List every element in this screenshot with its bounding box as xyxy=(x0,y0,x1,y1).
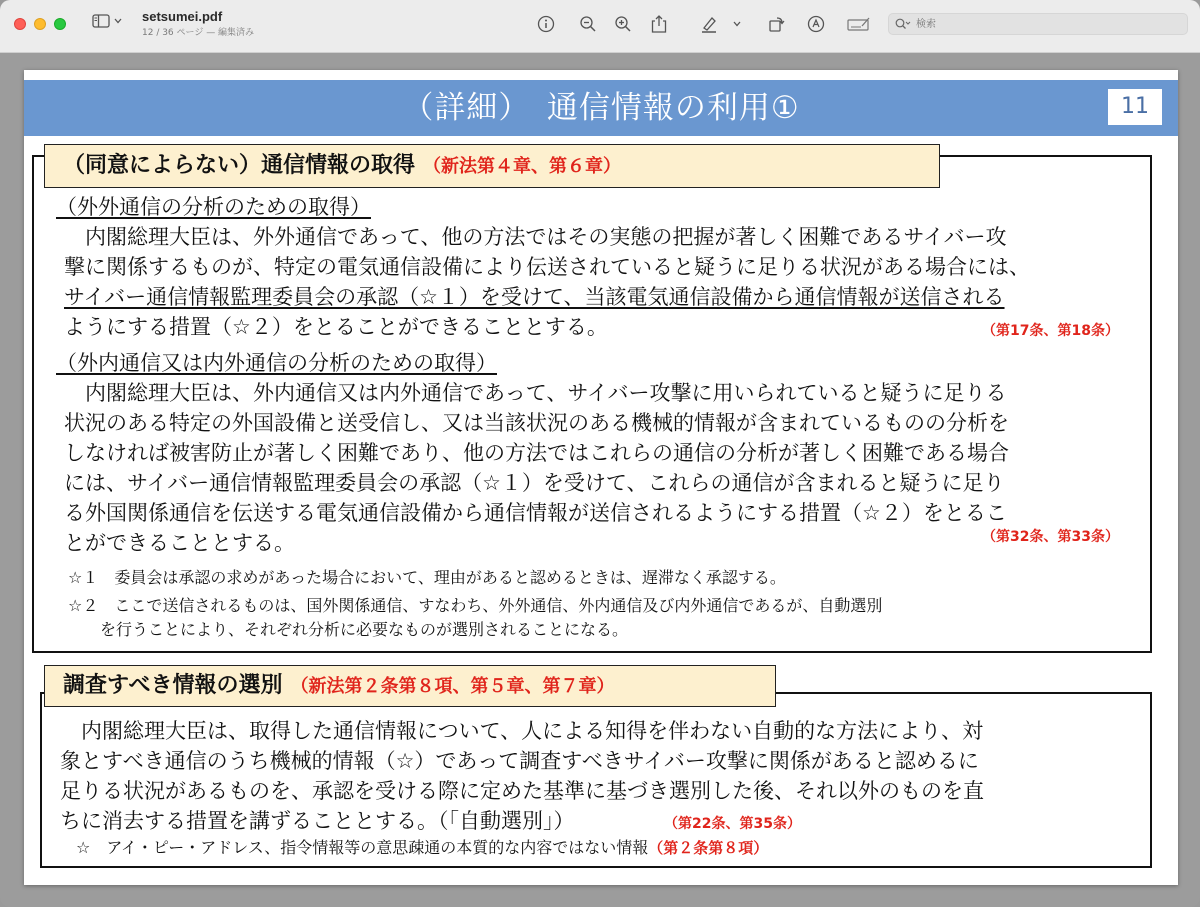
minimize-window-button[interactable] xyxy=(34,18,46,30)
section1-heading-text: （同意によらない）通信情報の取得 xyxy=(63,153,416,178)
search-icon xyxy=(895,18,911,30)
sub1-line-1: 内閣総理大臣は、外外通信であって、他の方法ではその実態の把握が著しく困難であるサイバー攻 xyxy=(64,225,1007,249)
section2-line-3: 足りる状況があるものを、承認を受ける際に定めた基準に基づき選別した後、それ以外のものを直 xyxy=(60,779,984,803)
sidebar-toggle-button[interactable] xyxy=(92,14,122,28)
chevron-down-icon xyxy=(733,21,741,27)
search-field[interactable] xyxy=(888,13,1188,35)
window-controls xyxy=(14,18,66,30)
chevron-down-icon xyxy=(114,18,122,24)
info-icon xyxy=(537,15,555,33)
section2-heading-ref: （新法第２条第８項、第５章、第７章） xyxy=(290,676,615,697)
sub1-title: （外外通信の分析のための取得） xyxy=(56,195,371,219)
section2-note xyxy=(76,836,768,860)
section2-heading-text: 調査すべき情報の選別 xyxy=(63,673,283,698)
note-1: ☆１ 委員会は承認の求めがあった場合において、理由があると認めるときは、遅滞なく承認する。 xyxy=(68,568,786,587)
sub2-line-5: る外国関係通信を伝送する電気通信設備から通信情報が送信されるようにする措置（☆２）をとるこ xyxy=(64,501,1007,525)
note-2-line-2: を行うことにより、それぞれ分析に必要なものが選別されることになる。 xyxy=(68,620,629,639)
search-input[interactable] xyxy=(914,18,1178,31)
sub2-line-3: しなければ被害防止が著しく困難であり、他の方法ではこれらの通信の分析が著しく困難である場合 xyxy=(64,441,1009,465)
sub2-line-4: には、サイバー通信情報監理委員会の承認（☆１）を受けて、これらの通信が含まれると疑うに足り xyxy=(64,471,1005,495)
section2-note-ref: （第２条第８項） xyxy=(648,839,769,857)
document-title-block xyxy=(142,9,254,38)
info-button[interactable] xyxy=(535,13,557,35)
section2-line-2: 象とすべき通信のうち機械的情報（☆）であって調査すべきサイバー攻撃に関係があると認めるに xyxy=(60,749,979,773)
document-title: setsumei.pdf xyxy=(142,9,223,24)
rotate-icon xyxy=(768,15,786,33)
sub2-article-ref: （第32条、第33条） xyxy=(982,529,1119,545)
close-window-button[interactable] xyxy=(14,18,26,30)
zoom-in-button[interactable] xyxy=(612,13,634,35)
toolbar xyxy=(0,0,1200,53)
sub1-line-4: ようにする措置（☆２）をとることができることとする。 xyxy=(64,315,608,339)
highlight-button[interactable] xyxy=(698,13,720,35)
sub2-title: （外内通信又は内外通信の分析のための取得） xyxy=(56,351,497,375)
sub1-line-2: 撃に関係するものが、特定の電気通信設備により伝送されていると疑うに足りる状況がある場合には、 xyxy=(64,255,1030,279)
form-fill-button[interactable] xyxy=(846,13,872,35)
note-2-line-1: ☆２ ここで送信されるものは、国外関係通信、すなわち、外外通信、外内通信及び内外通信であるが、自動選別 xyxy=(68,596,883,615)
share-icon xyxy=(651,15,667,33)
share-button[interactable] xyxy=(648,13,670,35)
slide-title: （詳細） 通信情報の利用① xyxy=(402,90,800,126)
slide-page-number: 11 xyxy=(1108,89,1162,125)
sidebar-icon xyxy=(92,14,110,28)
sub1-line-3: サイバー通信情報監理委員会の承認（☆１）を受けて、当該電気通信設備から通信情報が送信される xyxy=(64,285,1005,309)
document-subtitle: 12 / 36 ページ — 編集済み xyxy=(142,28,255,38)
markup-button[interactable] xyxy=(805,13,827,35)
section2-note-text: ☆ アイ・ピー・アドレス、指令情報等の意思疎通の本質的な内容ではない情報 xyxy=(76,838,649,857)
zoom-out-button[interactable] xyxy=(577,13,599,35)
section2-line-4: ちに消去する措置を講ずることとする。（「自動選別」） xyxy=(60,809,575,833)
zoom-out-icon xyxy=(579,15,597,33)
slide-title-banner xyxy=(24,80,1178,136)
highlight-pen-icon xyxy=(700,15,718,33)
sub2-line-1: 内閣総理大臣は、外内通信又は内外通信であって、サイバー攻撃に用いられていると疑うに足りる xyxy=(64,381,1007,405)
highlight-menu-button[interactable] xyxy=(730,13,744,35)
rotate-button[interactable] xyxy=(766,13,788,35)
sub1-article-ref: （第17条、第18条） xyxy=(982,323,1119,339)
section1-heading xyxy=(44,144,940,188)
pdf-page xyxy=(24,70,1178,885)
section2-heading xyxy=(44,665,776,707)
sub2-line-6: とができることとする。 xyxy=(64,531,295,555)
markup-icon xyxy=(807,15,825,33)
section1-heading-ref: （新法第４章、第６章） xyxy=(423,156,622,177)
section2-article-ref: （第22条、第35条） xyxy=(664,816,801,832)
zoom-in-icon xyxy=(614,15,632,33)
form-fill-icon xyxy=(847,16,871,32)
zoom-window-button[interactable] xyxy=(54,18,66,30)
sub2-line-2: 状況のある特定の外国設備と送受信し、又は当該状況のある機械的情報が含まれているものの分析を xyxy=(64,411,1009,435)
section2-line-1: 内閣総理大臣は、取得した通信情報について、人による知得を伴わない自動的な方法により、対 xyxy=(60,719,984,743)
